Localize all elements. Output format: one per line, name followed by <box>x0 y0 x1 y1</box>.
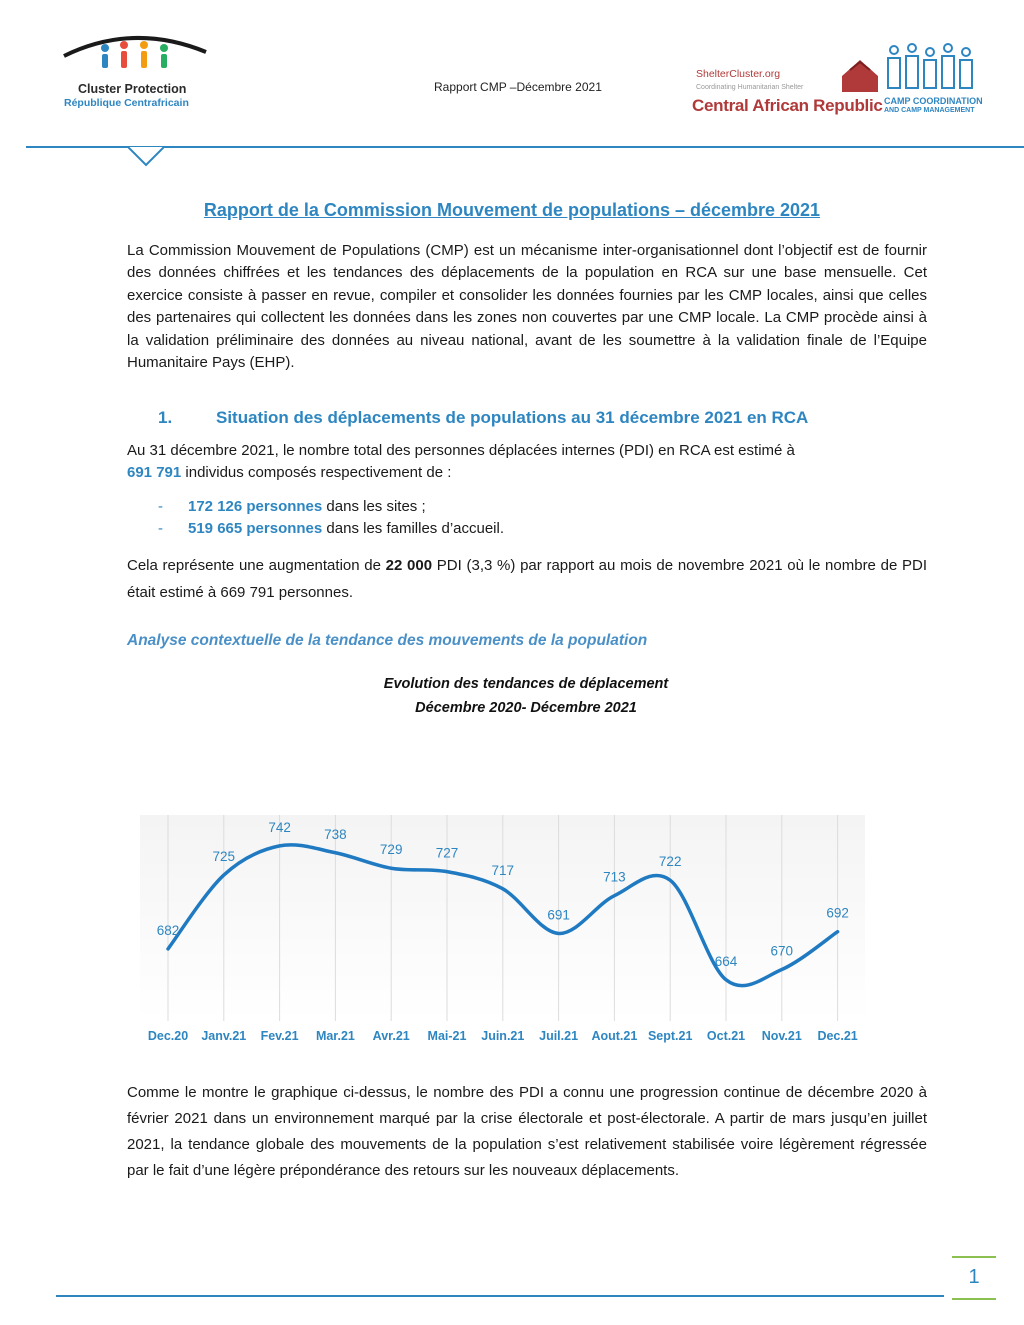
data-label: 682 <box>156 922 180 938</box>
page-header <box>0 0 1024 170</box>
closing-paragraph: Comme le montre le graphique ci-dessus, le nombre des PDI a connu une progression continue de décembre 2020 à février 2021 dans un environnement marqué par la crise électorale et post-électorale. A partir de mars jusqu’en juillet 2021, la tendance globale des mouvements de la population s’est relativement stabilisée voire légèrement régressée par le fait d’une légère prépondérance des retours sur les nouveaux déplacements. <box>127 1084 927 1179</box>
header-report-label: Rapport CMP –Décembre 2021 <box>434 80 602 94</box>
increase-paragraph <box>127 552 927 606</box>
x-tick-label: Oct.21 <box>706 1029 746 1043</box>
chart-title-line-2: Décembre 2020- Décembre 2021 <box>415 700 637 716</box>
increase-value: 22 000 <box>385 557 433 574</box>
page-number: 1 <box>968 1266 980 1288</box>
bullet-dash: - <box>158 498 163 515</box>
x-tick-label: Mai-21 <box>427 1029 467 1043</box>
shelter-cluster-org: ShelterCluster.org <box>696 68 781 80</box>
x-tick-label: Janv.21 <box>201 1029 247 1043</box>
bullet-text: dans les sites ; <box>326 498 426 515</box>
x-tick-label: Nov.21 <box>761 1029 802 1043</box>
section-number: 1. <box>158 408 173 427</box>
logo-title: Cluster Protection <box>78 82 187 96</box>
bullet-dash: - <box>158 520 163 538</box>
x-tick-label: Sept.21 <box>647 1029 693 1043</box>
increase-text: Cela représente une augmentation de <box>127 557 381 574</box>
situation-text: Au 31 décembre 2021, le nombre total des personnes déplacées internes (PDI) en RCA est estimé à <box>127 442 795 459</box>
document-title: Rapport de la Commission Mouvement de populations – décembre 2021 <box>203 200 821 220</box>
bullet-value: 172 126 personnes <box>188 498 323 515</box>
x-tick-label: Fev.21 <box>260 1029 299 1043</box>
house-icon <box>840 56 880 96</box>
cluster-protection-logo <box>58 34 218 114</box>
footer-divider <box>56 1295 944 1297</box>
shelter-cluster-tagline: Coordinating Humanitarian Shelter <box>696 84 804 91</box>
data-label: 717 <box>491 862 515 878</box>
data-label: 738 <box>324 826 347 842</box>
data-label: 729 <box>379 842 403 858</box>
section-heading <box>158 408 808 428</box>
intro-paragraph: La Commission Mouvement de Populations (CMP) est un mécanisme inter-organisationnel dont l’objectif est de fournir des données chiffrées et les tendances des déplacements de la population en RCA sur une base mensuelle. Cet exercice consiste à passer en revue, compiler et consolider les données fournies par les CMP locales, ainsi que celles des partenaires qui collectent les données dans les zones non couvertes par une CMP locale. La CMP procède ainsi à la validation préliminaire des données au niveau national, avant de les soumettre à la validation finale de l’Equipe Humanitaire Pays (EHP). <box>127 242 927 372</box>
x-tick-label: Mar.21 <box>315 1029 355 1043</box>
x-tick-label: Juil.21 <box>539 1029 579 1043</box>
list-item <box>158 496 504 518</box>
data-label: 713 <box>603 869 626 885</box>
situation-text-after: individus composés respectivement de : <box>185 464 452 482</box>
situation-paragraph <box>127 440 927 485</box>
x-tick-label: Avr.21 <box>372 1029 410 1043</box>
camp-people-icon <box>884 42 988 94</box>
data-label: 725 <box>212 849 236 865</box>
list-item <box>158 518 504 540</box>
bullet-text: dans les familles d’accueil. <box>326 520 505 538</box>
x-tick-label: Juin.21 <box>481 1029 525 1043</box>
total-pdi-value: 691 791 <box>127 464 182 482</box>
x-tick-label: Dec.21 <box>817 1029 858 1043</box>
logo-subtitle: République Centrafricain <box>64 97 189 109</box>
data-label: 664 <box>714 953 738 969</box>
people-logo-icon <box>58 34 218 84</box>
data-label: 722 <box>658 854 682 870</box>
data-label: 692 <box>826 905 849 921</box>
data-label: 670 <box>770 943 794 959</box>
bullet-value: 519 665 personnes <box>188 520 323 538</box>
section-title: Situation des déplacements de populations au 31 décembre 2021 en RCA <box>216 408 809 427</box>
shelter-cluster-country: Central African Republic <box>692 96 883 115</box>
header-notch-icon <box>128 146 164 168</box>
analysis-subheading: Analyse contextuelle de la tendance des mouvements de la population <box>127 632 648 649</box>
displacement-trend-chart <box>130 800 870 1050</box>
shelter-cluster-logo <box>692 42 992 122</box>
page-number-box <box>952 1256 996 1300</box>
chart-title-line-1: Evolution des tendances de déplacement <box>383 676 669 692</box>
header-divider <box>26 146 1024 148</box>
cccm-line-1: CAMP COORDINATION <box>884 96 983 106</box>
cccm-line-2: AND CAMP MANAGEMENT <box>884 107 975 114</box>
data-label: 691 <box>547 907 570 923</box>
data-label: 742 <box>268 819 291 835</box>
increase-text-after: PDI (3,3 %) par rapport au mois de novembre 2021 où le nombre de PDI était estimé à 669 791 personnes. <box>127 557 927 601</box>
pdi-breakdown-list <box>158 496 504 541</box>
data-label: 727 <box>435 845 459 861</box>
x-tick-label: Dec.20 <box>147 1029 189 1043</box>
x-tick-label: Aout.21 <box>591 1029 638 1043</box>
